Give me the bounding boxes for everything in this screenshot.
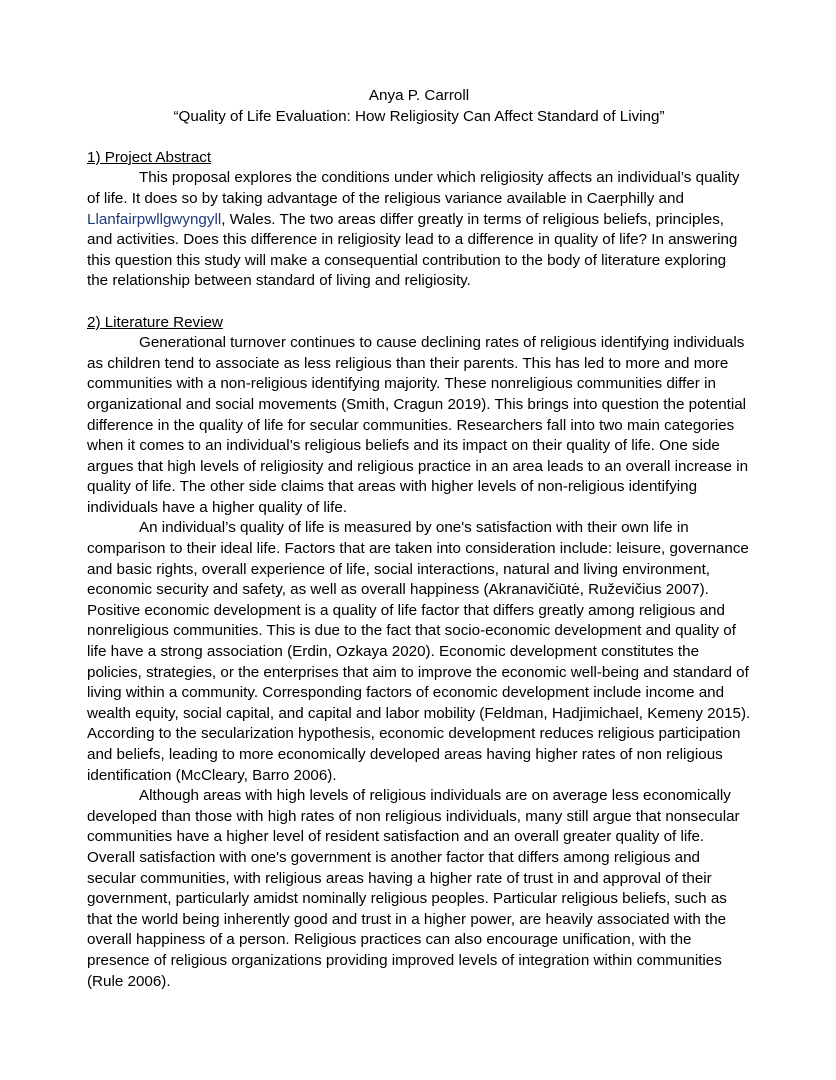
place-name-link[interactable]: Llanfairpwllgwyngyll — [87, 210, 222, 228]
author-name: Anya P. Carroll — [368, 87, 470, 104]
abstract-text-before-link: This proposal explores the conditions under which religiosity affects an individual’s quality of life. It does so by taking advantage of the religious variance available in Caerphilly and — [87, 169, 740, 207]
literature-paragraph-2: An individual’s quality of life is measured by one's satisfaction with their own life in comparison to their ideal life. Factors that are taken into consideration include: leisure, governance and basic rights, overall experience of life, social interactions, natural and living environment, economic security and safety, as well as overall happiness (Akranavičiūtė, Ruževičius 2007). Positive economic development is a quality of life factor that differs greatly among religious and nonreligious communities. This is due to the fact that socio-economic development and quality of life have a strong association (Erdin, Ozkaya 2020). Economic development constitutes the policies, strategies, or the enterprises that aim to improve the economic well-being and standard of living within a community. Corresponding factors of economic development include income and wealth equity, social capital, and capital and labor mobility (Feldman, Hadjimichael, Kemeny 2015). According to the secularization hypothesis, economic development reduces religious participation and beliefs, leading to more economically developed areas having higher rates of non religious identification (McCleary, Barro 2006). — [87, 519, 751, 784]
document-body — [87, 86, 751, 992]
section-heading-literature-review: 2) Literature Review — [87, 313, 223, 331]
section-heading-abstract: 1) Project Abstract — [87, 148, 212, 166]
literature-paragraph-3: Although areas with high levels of religious individuals are on average less economically developed than those with high rates of non religious individuals, many still argue that nonsecular communities have a higher level of resident satisfaction and an overall greater quality of life. Overall satisfaction with one's government is another factor that differs among religious and secular communities, with religious areas having a higher rate of trust in and approval of their government, particularly amidst nominally religious peoples. Particular religious beliefs, such as that the world being inherently good and trust in a higher power, are heavily associated with the overall happiness of a person. Religious practices can also encourage unification, with the presence of religious organizations providing improved levels of integration within communities (Rule 2006). — [87, 787, 740, 990]
document-title: “Quality of Life Evaluation: How Religiosity Can Affect Standard of Living” — [173, 107, 665, 125]
literature-paragraph-1: Generational turnover continues to cause declining rates of religious identifying individuals as children tend to associate as less religious than their parents. This has led to more and more communities with a non-religious identifying majority. These nonreligious communities differ in organizational and social movements (Smith, Cragun 2019). This brings into question the potential difference in the quality of life for secular communities. Researchers fall into two main categories when it comes to an individual’s religious beliefs and its impact on their quality of life. One side argues that high levels of religiosity and religious practice in an area leads to an overall increase in quality of life. The other side claims that areas with higher levels of non-religious identifying individuals have a higher quality of life. — [87, 334, 749, 516]
abstract-text-after-link: , Wales. The two areas differ greatly in terms of religious beliefs, principles, and activities. Does this difference in religiosity lead to a difference in quality of life? In answering this question this study will make a consequential contribution to the body of literature exploring the relationship between standard of living and religiosity. — [87, 210, 738, 290]
abstract-paragraph — [87, 168, 751, 292]
